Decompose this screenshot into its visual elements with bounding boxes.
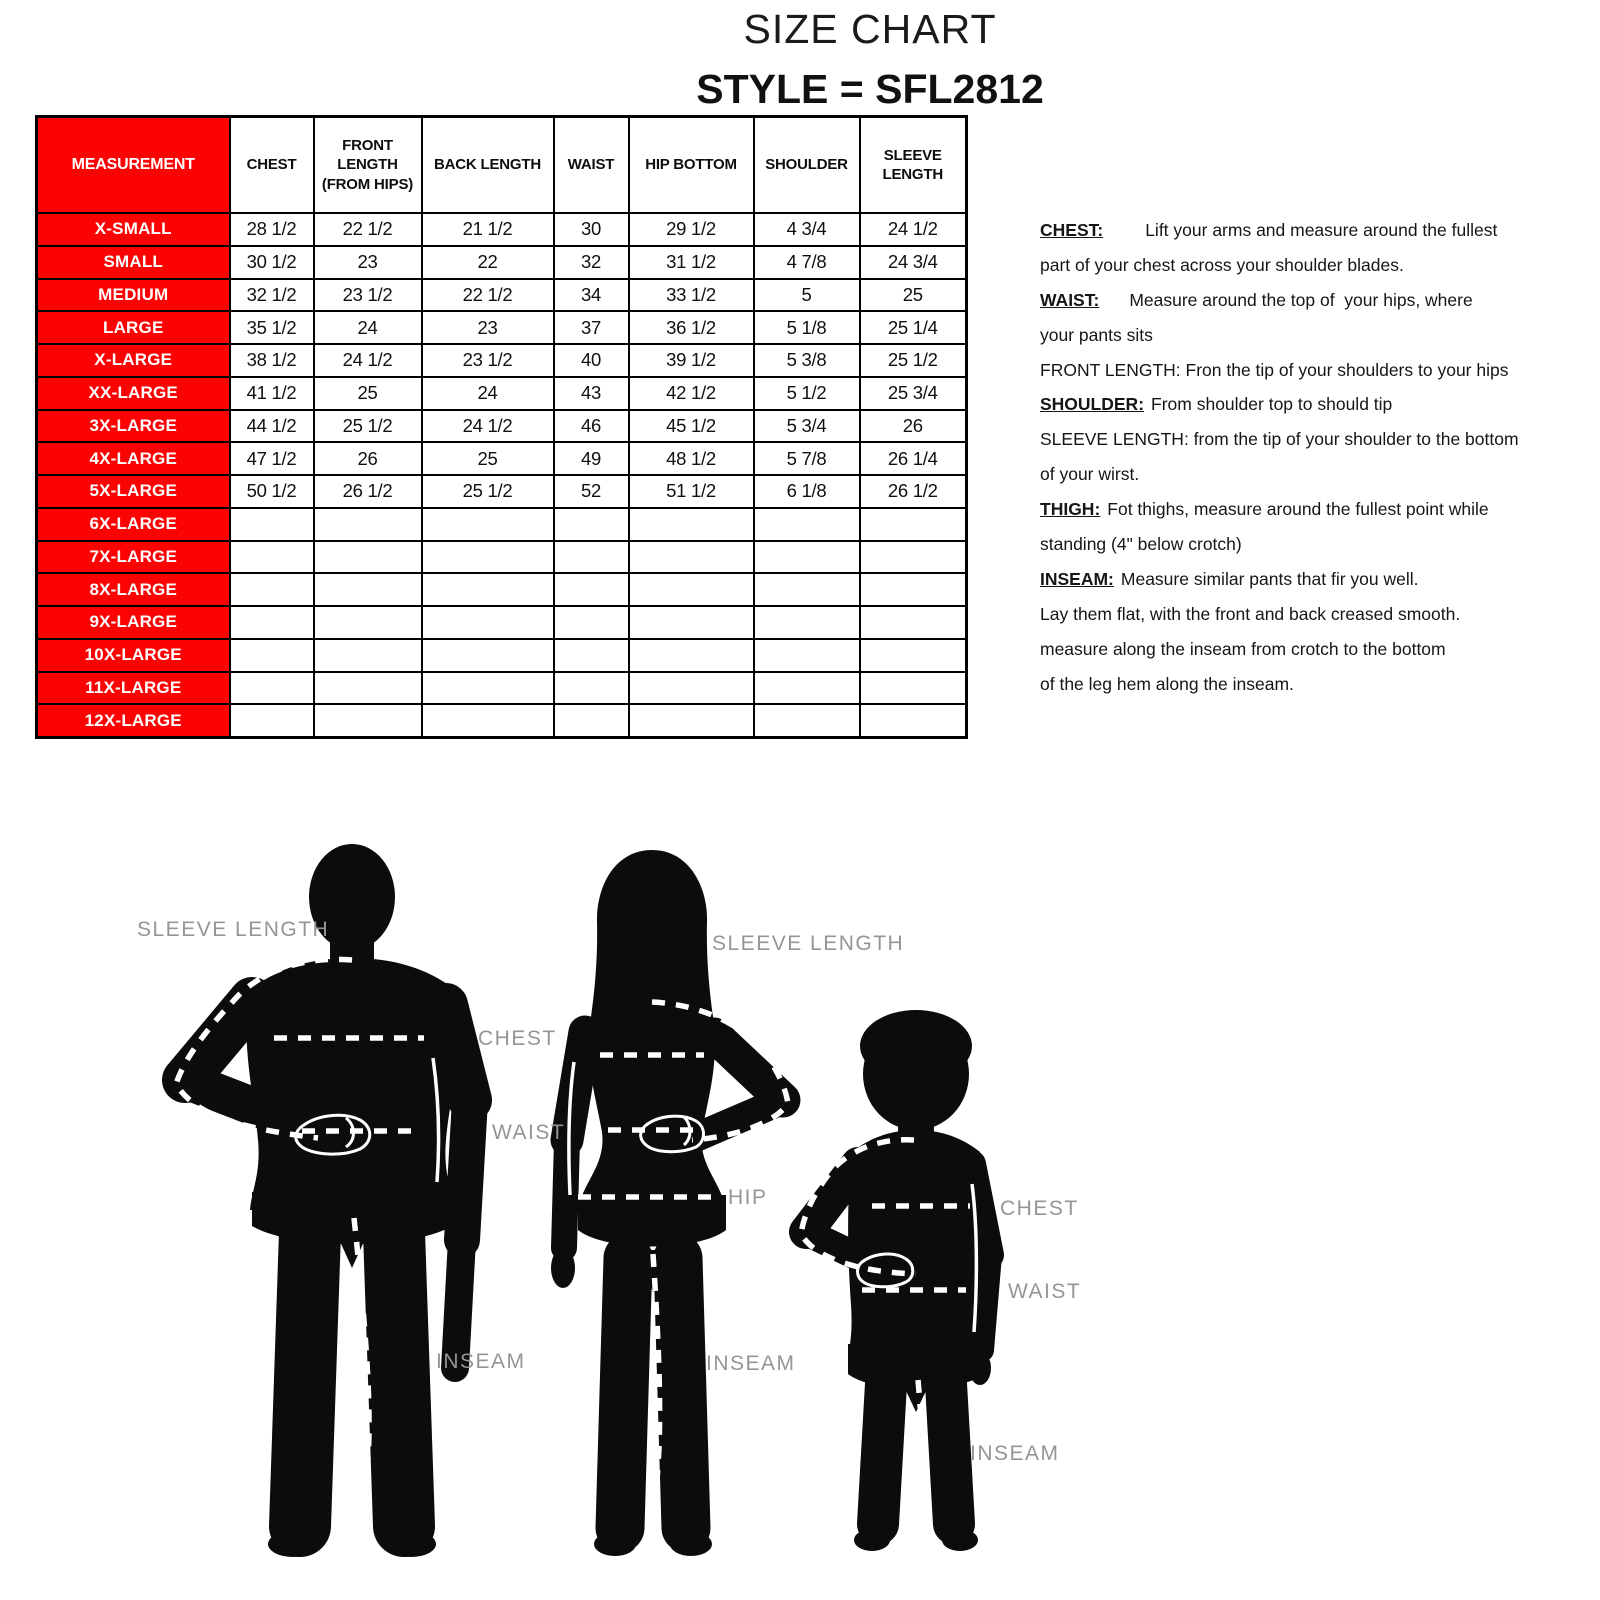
instruction-line — [1040, 492, 1580, 527]
measurement-value-cell: 25 1/2 — [422, 475, 554, 508]
child-chest-label: CHEST — [1000, 1197, 1079, 1220]
measurement-value-cell: 22 1/2 — [422, 279, 554, 312]
measurement-value-cell — [314, 639, 422, 672]
instruction-line — [1040, 318, 1580, 353]
column-header-cell: HIP BOTTOM — [629, 117, 754, 214]
measurement-value-cell: 5 3/8 — [754, 344, 860, 377]
man-sleeve-length-label: SLEEVE LENGTH — [137, 918, 330, 941]
measurement-value-cell: 25 3/4 — [860, 377, 967, 410]
child-silhouette — [801, 1010, 991, 1551]
measurement-value-cell — [230, 541, 314, 574]
measurement-value-cell: 24 1/2 — [860, 213, 967, 246]
instruction-line — [1040, 597, 1580, 632]
size-diagram — [0, 760, 1600, 1600]
table-row — [37, 377, 967, 410]
measurement-value-cell — [230, 639, 314, 672]
instruction-text: of the leg hem along the inseam. — [1040, 673, 1294, 694]
table-row — [37, 672, 967, 705]
size-label-cell: MEDIUM — [37, 279, 230, 312]
size-table-body — [37, 213, 967, 738]
measurement-value-cell: 49 — [554, 442, 629, 475]
measurement-value-cell — [422, 573, 554, 606]
man-silhouette — [176, 844, 470, 1557]
measurement-value-cell: 43 — [554, 377, 629, 410]
measurement-value-cell — [860, 672, 967, 705]
table-row — [37, 442, 967, 475]
measurement-value-cell: 26 — [314, 442, 422, 475]
measurement-value-cell — [860, 508, 967, 541]
instruction-line — [1040, 387, 1580, 422]
measurement-value-cell — [754, 606, 860, 639]
instruction-text: Lay them flat, with the front and back creased smooth. — [1040, 603, 1461, 624]
size-label-cell: X-LARGE — [37, 344, 230, 377]
measurement-value-cell: 25 1/2 — [860, 344, 967, 377]
table-row — [37, 541, 967, 574]
woman-inseam-label: INSEAM — [706, 1352, 796, 1375]
instruction-text: Fot thighs, measure around the fullest point while — [1107, 499, 1489, 520]
measurement-value-cell: 26 1/2 — [314, 475, 422, 508]
size-label-cell: 9X-LARGE — [37, 606, 230, 639]
instruction-term: THIGH: — [1040, 499, 1101, 520]
measurement-value-cell: 44 1/2 — [230, 410, 314, 443]
table-row — [37, 344, 967, 377]
instruction-text: FRONT LENGTH: Fron the tip of your shoulders to your hips — [1040, 359, 1509, 380]
measurement-value-cell — [230, 508, 314, 541]
instruction-text: From shoulder top to should tip — [1151, 394, 1393, 415]
table-row — [37, 704, 967, 737]
measurement-value-cell — [554, 672, 629, 705]
measurement-value-cell: 38 1/2 — [230, 344, 314, 377]
measurement-value-cell — [230, 573, 314, 606]
measurement-header-cell: MEASUREMENT — [37, 117, 230, 214]
measurement-value-cell: 35 1/2 — [230, 311, 314, 344]
measurement-value-cell: 5 3/4 — [754, 410, 860, 443]
measurement-value-cell — [230, 672, 314, 705]
column-header-cell: SLEEVE LENGTH — [860, 117, 967, 214]
measurement-value-cell — [629, 704, 754, 737]
instruction-text: of your wirst. — [1040, 464, 1140, 485]
child-waist-label: WAIST — [1008, 1280, 1082, 1303]
measurement-value-cell: 5 — [754, 279, 860, 312]
column-header-cell: WAIST — [554, 117, 629, 214]
measurement-value-cell — [314, 672, 422, 705]
measurement-value-cell — [230, 704, 314, 737]
page-title: SIZE CHART — [743, 6, 997, 52]
measurement-value-cell — [754, 508, 860, 541]
measurement-value-cell: 47 1/2 — [230, 442, 314, 475]
size-label-cell: SMALL — [37, 246, 230, 279]
column-header-cell: SHOULDER — [754, 117, 860, 214]
measurement-value-cell — [860, 704, 967, 737]
measurement-value-cell — [554, 606, 629, 639]
measurement-value-cell — [422, 508, 554, 541]
measurement-value-cell: 24 1/2 — [422, 410, 554, 443]
instruction-term: INSEAM: — [1040, 568, 1114, 589]
measurement-value-cell — [754, 541, 860, 574]
measurement-value-cell — [754, 639, 860, 672]
measurement-value-cell: 33 1/2 — [629, 279, 754, 312]
measurement-value-cell: 23 1/2 — [422, 344, 554, 377]
size-label-cell: 6X-LARGE — [37, 508, 230, 541]
measurement-value-cell — [629, 508, 754, 541]
size-label-cell: 4X-LARGE — [37, 442, 230, 475]
table-row — [37, 213, 967, 246]
measurement-value-cell — [554, 573, 629, 606]
measurement-value-cell: 30 — [554, 213, 629, 246]
measurement-value-cell: 5 1/8 — [754, 311, 860, 344]
instruction-text: part of your chest across your shoulder blades. — [1040, 254, 1404, 275]
measurement-value-cell: 52 — [554, 475, 629, 508]
measurement-value-cell — [554, 704, 629, 737]
table-row — [37, 279, 967, 312]
measurement-value-cell: 36 1/2 — [629, 311, 754, 344]
measurement-value-cell: 32 1/2 — [230, 279, 314, 312]
measurement-value-cell: 45 1/2 — [629, 410, 754, 443]
measurement-value-cell: 30 1/2 — [230, 246, 314, 279]
measurement-value-cell: 25 1/4 — [860, 311, 967, 344]
measurement-value-cell: 40 — [554, 344, 629, 377]
size-label-cell: XX-LARGE — [37, 377, 230, 410]
instruction-text: standing (4" below crotch) — [1040, 534, 1242, 555]
table-row — [37, 311, 967, 344]
measurement-value-cell: 5 7/8 — [754, 442, 860, 475]
measurement-value-cell: 25 1/2 — [314, 410, 422, 443]
woman-sleeve-length-label: SLEEVE LENGTH — [712, 932, 905, 955]
measurement-value-cell — [860, 541, 967, 574]
size-label-cell: 7X-LARGE — [37, 541, 230, 574]
measurement-value-cell: 24 — [314, 311, 422, 344]
measurement-value-cell — [422, 704, 554, 737]
measurement-value-cell — [860, 639, 967, 672]
measurement-value-cell: 4 7/8 — [754, 246, 860, 279]
measurement-value-cell — [554, 541, 629, 574]
measurement-value-cell: 34 — [554, 279, 629, 312]
measurement-value-cell — [554, 508, 629, 541]
measurement-value-cell: 23 — [314, 246, 422, 279]
instruction-line — [1040, 422, 1580, 457]
size-table-header-row — [37, 117, 967, 214]
measurement-value-cell: 26 1/4 — [860, 442, 967, 475]
measurement-value-cell: 41 1/2 — [230, 377, 314, 410]
measurement-value-cell: 26 1/2 — [860, 475, 967, 508]
instruction-line — [1040, 283, 1580, 318]
measurement-value-cell: 25 — [422, 442, 554, 475]
measurement-value-cell: 37 — [554, 311, 629, 344]
measurement-value-cell: 23 1/2 — [314, 279, 422, 312]
measurement-value-cell: 24 1/2 — [314, 344, 422, 377]
column-header-cell: FRONT LENGTH (FROM HIPS) — [314, 117, 422, 214]
measurement-value-cell — [860, 606, 967, 639]
measurement-value-cell: 21 1/2 — [422, 213, 554, 246]
size-table — [35, 115, 968, 739]
measurement-value-cell: 25 — [314, 377, 422, 410]
measurement-value-cell — [860, 573, 967, 606]
size-label-cell: 11X-LARGE — [37, 672, 230, 705]
instruction-term: SHOULDER: — [1040, 394, 1145, 415]
size-label-cell: X-SMALL — [37, 213, 230, 246]
size-label-cell: 12X-LARGE — [37, 704, 230, 737]
instruction-text: SLEEVE LENGTH: from the tip of your shoulder to the bottom — [1040, 429, 1519, 450]
measurement-value-cell — [422, 639, 554, 672]
measurement-value-cell — [422, 672, 554, 705]
instruction-line — [1040, 667, 1580, 702]
chest-label: CHEST — [478, 1027, 557, 1050]
measurement-value-cell: 42 1/2 — [629, 377, 754, 410]
measurement-value-cell: 48 1/2 — [629, 442, 754, 475]
man-inseam-label: INSEAM — [436, 1350, 526, 1373]
measurement-value-cell — [422, 541, 554, 574]
table-row — [37, 639, 967, 672]
instruction-text: your pants sits — [1040, 324, 1153, 345]
column-header-cell: CHEST — [230, 117, 314, 214]
measurement-value-cell — [314, 508, 422, 541]
instruction-line — [1040, 562, 1580, 597]
measurement-value-cell — [314, 541, 422, 574]
measurement-value-cell: 22 — [422, 246, 554, 279]
measurement-value-cell — [629, 639, 754, 672]
instruction-line — [1040, 213, 1580, 248]
size-label-cell: 8X-LARGE — [37, 573, 230, 606]
measurement-value-cell: 6 1/8 — [754, 475, 860, 508]
measurement-value-cell: 24 3/4 — [860, 246, 967, 279]
size-label-cell: LARGE — [37, 311, 230, 344]
instruction-text: Lift your arms and measure around the fullest — [1145, 220, 1498, 240]
measurement-value-cell — [629, 573, 754, 606]
measurement-value-cell — [754, 704, 860, 737]
style-number: STYLE = SFL2812 — [696, 66, 1044, 112]
measurement-value-cell: 22 1/2 — [314, 213, 422, 246]
measurement-value-cell — [314, 704, 422, 737]
measurement-value-cell: 5 1/2 — [754, 377, 860, 410]
instruction-line — [1040, 248, 1580, 283]
size-label-cell: 5X-LARGE — [37, 475, 230, 508]
instruction-text: Measure similar pants that fir you well. — [1120, 568, 1419, 589]
child-inseam-label: INSEAM — [970, 1442, 1060, 1465]
table-row — [37, 410, 967, 443]
measurement-value-cell: 50 1/2 — [230, 475, 314, 508]
instructions — [1040, 213, 1580, 701]
measurement-value-cell — [314, 573, 422, 606]
measurement-value-cell: 46 — [554, 410, 629, 443]
measurement-value-cell: 39 1/2 — [629, 344, 754, 377]
table-row — [37, 475, 967, 508]
waist-label: WAIST — [492, 1121, 566, 1144]
measurement-value-cell — [629, 541, 754, 574]
measurement-value-cell — [629, 672, 754, 705]
instruction-term: CHEST: — [1040, 220, 1104, 240]
measurement-value-cell: 26 — [860, 410, 967, 443]
measurement-value-cell — [629, 606, 754, 639]
measurement-value-cell: 4 3/4 — [754, 213, 860, 246]
measurement-value-cell — [230, 606, 314, 639]
hip-label: HIP — [728, 1186, 768, 1209]
table-row — [37, 573, 967, 606]
measurement-value-cell — [554, 639, 629, 672]
measurement-value-cell: 29 1/2 — [629, 213, 754, 246]
size-label-cell: 10X-LARGE — [37, 639, 230, 672]
measurement-value-cell — [754, 573, 860, 606]
table-row — [37, 606, 967, 639]
instruction-line — [1040, 353, 1580, 388]
measurement-value-cell — [314, 606, 422, 639]
measurement-value-cell: 51 1/2 — [629, 475, 754, 508]
instruction-line — [1040, 527, 1580, 562]
instruction-term: WAIST: — [1040, 289, 1100, 310]
measurement-value-cell — [754, 672, 860, 705]
measurement-value-cell: 24 — [422, 377, 554, 410]
measurement-value-cell: 28 1/2 — [230, 213, 314, 246]
column-header-cell: BACK LENGTH — [422, 117, 554, 214]
size-label-cell: 3X-LARGE — [37, 410, 230, 443]
measurement-value-cell: 31 1/2 — [629, 246, 754, 279]
instruction-text: measure along the inseam from crotch to the bottom — [1040, 638, 1446, 659]
table-row — [37, 508, 967, 541]
measurement-value-cell: 23 — [422, 311, 554, 344]
title-block — [560, 6, 1180, 113]
measurement-value-cell: 32 — [554, 246, 629, 279]
measurement-value-cell — [422, 606, 554, 639]
measurement-value-cell: 25 — [860, 279, 967, 312]
table-row — [37, 246, 967, 279]
instruction-line — [1040, 632, 1580, 667]
instruction-text: Measure around the top of your hips, where — [1129, 289, 1473, 310]
instruction-line — [1040, 457, 1580, 492]
